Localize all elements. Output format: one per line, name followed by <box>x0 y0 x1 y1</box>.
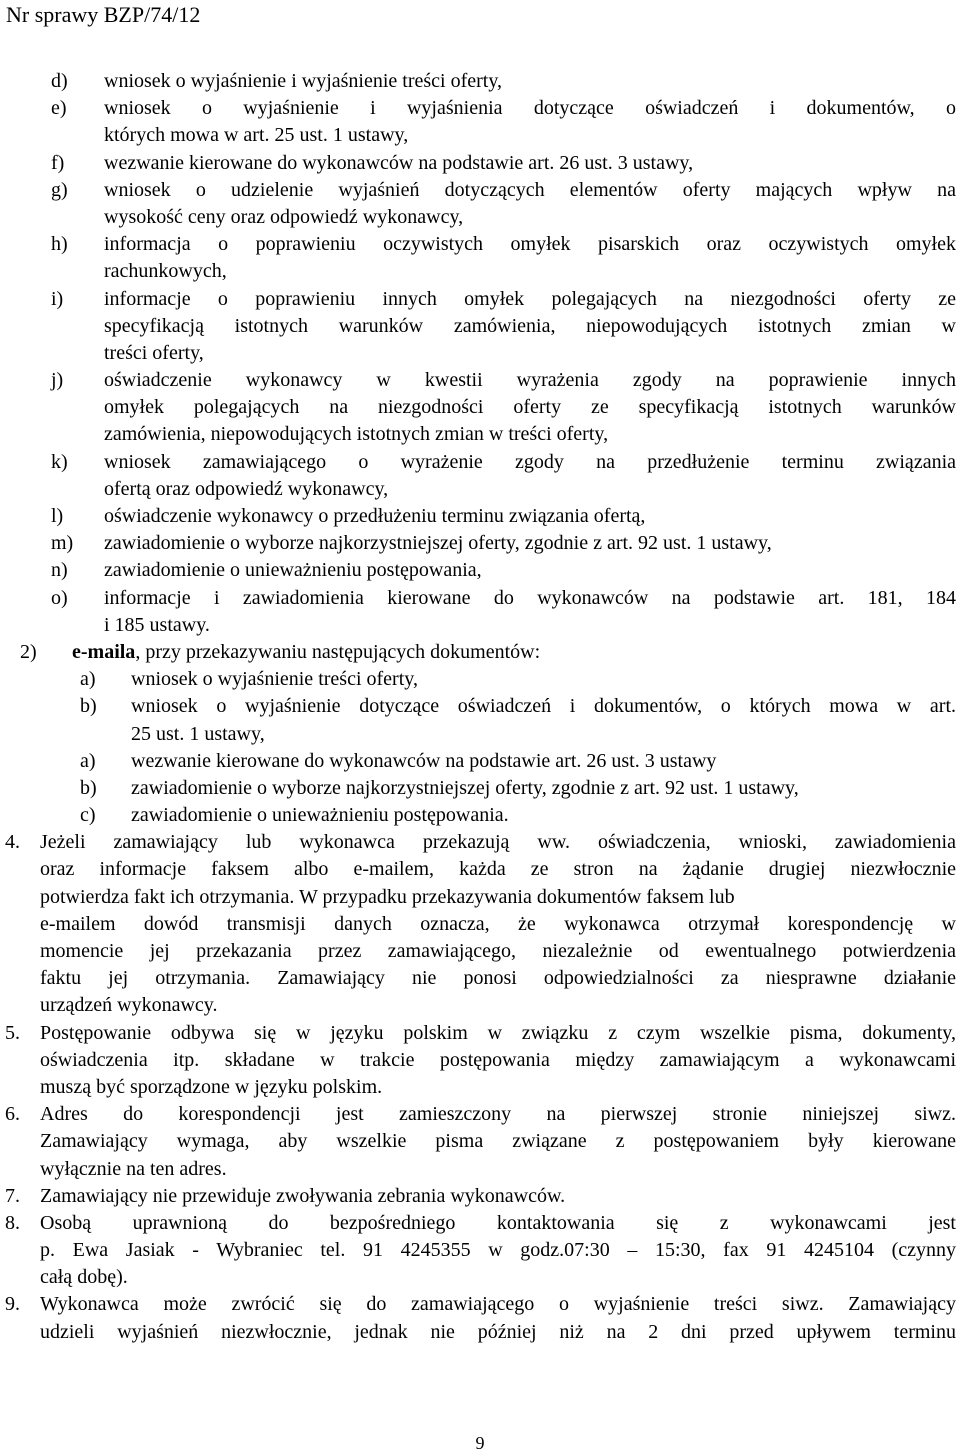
list-text: zawiadomienie o wyborze najkorzystniejszej oferty, zgodnie z art. 92 ust. 1 ustawy, <box>104 532 772 555</box>
paragraph-text: Zamawiający wymaga, aby wszelkie pisma związane z postępowaniem były kierowane <box>40 1130 956 1153</box>
paragraph-text: oraz informacje faksem albo e-mailem, każda ze stron na żądanie drugiej niezwłocznie <box>40 858 956 881</box>
paragraph-number: 5. <box>5 1021 20 1044</box>
section-label: 2) <box>20 640 37 663</box>
list-item-l <box>0 503 960 530</box>
paragraph-7 <box>0 1183 960 1210</box>
paragraph-text: p. Ewa Jasiak - Wybraniec tel. 91 4245355 w godz.07:30 – 15:30, fax 91 4245104 (czynny <box>40 1239 956 1262</box>
list-label: o) <box>51 586 68 609</box>
paragraph-6 <box>0 1101 960 1183</box>
list-text: 25 ust. 1 ustawy, <box>131 722 265 745</box>
paragraph-4 <box>0 829 960 1019</box>
list-text: specyfikacją istotnych warunków zamówienia, niepowodujących istotnych zmian w <box>104 314 956 337</box>
list-text: zawiadomienie o unieważnieniu postępowania, <box>104 559 482 582</box>
list-item-n <box>0 557 960 584</box>
list-item-j <box>0 367 960 449</box>
list-item-k <box>0 449 960 503</box>
list-label: i) <box>51 287 64 310</box>
list-text: wniosek o wyjaśnienie dotyczące oświadczeń i dokumentów, o których mowa w art. <box>131 695 956 718</box>
paragraph-text: oświadczenia itp. składane w trakcie postępowania między zamawiającym a wykonawcami <box>40 1048 956 1071</box>
list-text: wniosek o udzielenie wyjaśnień dotyczących elementów oferty mających wpływ na <box>104 178 956 201</box>
list-text: wezwanie kierowane do wykonawców na podstawie art. 26 ust. 3 ustawy <box>131 749 717 772</box>
paragraph-text: faktu jej otrzymania. Zamawiający nie ponosi odpowiedzialności za niesprawne działanie <box>40 967 956 990</box>
paragraph-number: 4. <box>5 831 20 854</box>
list-label: c) <box>80 804 96 827</box>
paragraph-text: e-mailem dowód transmisji danych oznacza, że wykonawca otrzymał korespondencję w <box>40 912 956 935</box>
paragraph-5 <box>0 1020 960 1102</box>
list-item-i <box>0 286 960 368</box>
list-text: informacje i zawiadomienia kierowane do wykonawców na podstawie art. 181, 184 <box>104 586 956 609</box>
list-text: wniosek o wyjaśnienie i wyjaśnienie treści oferty, <box>104 70 503 92</box>
paragraph-text: Jeżeli zamawiający lub wykonawca przekazują ww. oświadczenia, wnioski, zawiadomienia <box>40 831 956 854</box>
paragraph-text: wyłącznie na ten adres. <box>40 1157 227 1180</box>
paragraph-number: 9. <box>5 1293 20 1316</box>
list-label: e) <box>51 97 67 120</box>
list-text: zamówienia, niepowodujących istotnych zmian w treści oferty, <box>104 423 609 446</box>
list-text: treści oferty, <box>104 341 204 364</box>
list-text: zawiadomienie o unieważnieniu postępowania. <box>131 804 509 827</box>
list-text: zawiadomienie o wyborze najkorzystniejszej oferty, zgodnie z art. 92 ust. 1 ustawy, <box>131 776 799 799</box>
paragraph-text: momencie jej przekazania przez zamawiającego, niezależnie od ewentualnego potwierdzenia <box>40 940 956 962</box>
paragraph-number: 6. <box>5 1103 20 1126</box>
list-item-e <box>0 95 960 149</box>
section-heading <box>72 639 952 666</box>
paragraph-text: udzieli wyjaśnień niezwłocznie, jednak nie później niż na 2 dni przed upływem terminu <box>40 1320 956 1343</box>
list-label: h) <box>51 233 68 256</box>
section-bold-term: e-maila <box>72 640 136 663</box>
list-item-h <box>0 231 960 285</box>
list-item-d <box>0 68 960 95</box>
list-text: omyłek polegających na niezgodności oferty ze specyfikacją istotnych warunków <box>104 396 956 419</box>
list-text: oświadczenie wykonawcy o przedłużeniu terminu związania ofertą, <box>104 505 646 527</box>
paragraph-number: 8. <box>5 1211 20 1234</box>
list-text: rachunkowych, <box>104 260 227 283</box>
paragraph-number: 7. <box>5 1184 20 1207</box>
paragraph-text: Zamawiający nie przewiduje zwoływania zebrania wykonawców. <box>40 1184 566 1207</box>
list-text: i 185 ustawy. <box>104 613 210 636</box>
list-text: oświadczenie wykonawcy w kwestii wyrażenia zgody na poprawienie innych <box>104 369 956 392</box>
paragraph-text: Wykonawca może zwrócić się do zamawiającego o wyjaśnienie treści siwz. Zamawiający <box>40 1293 956 1316</box>
list-text: wysokość ceny oraz odpowiedź wykonawcy, <box>104 205 464 228</box>
paragraph-text: Osobą uprawnioną do bezpośredniego kontaktowania się z wykonawcami jest <box>40 1211 956 1234</box>
paragraph-text: muszą być sporządzone w języku polskim. <box>40 1075 383 1098</box>
paragraph-9 <box>0 1291 960 1345</box>
paragraph-8 <box>0 1210 960 1292</box>
list-label: m) <box>51 532 74 555</box>
list-text: ofertą oraz odpowiedź wykonawcy, <box>104 477 389 500</box>
paragraph-text: Adres do korespondencji jest zamieszczony na pierwszej stronie niniejszej siwz. <box>40 1103 956 1126</box>
list-label: b) <box>80 776 97 799</box>
list-text: wniosek zamawiającego o wyrażenie zgody na przedłużenie terminu związania <box>104 450 956 473</box>
list-label: a) <box>80 749 96 772</box>
paragraph-text: potwierdza fakt ich otrzymania. W przypadku przekazywania dokumentów faksem lub <box>40 885 735 908</box>
list-label: a) <box>80 668 96 691</box>
list-label: d) <box>51 70 68 92</box>
list-text: wezwanie kierowane do wykonawców na podstawie art. 26 ust. 3 ustawy, <box>104 151 694 174</box>
list-item-g <box>0 177 960 231</box>
paragraph-text: całą dobę). <box>40 1266 128 1289</box>
list-text: których mowa w art. 25 ust. 1 ustawy, <box>104 124 409 147</box>
section-heading-rest: , przy przekazywaniu następujących dokumentów: <box>135 640 541 663</box>
list-text: informacja o poprawieniu oczywistych omyłek pisarskich oraz oczywistych omyłek <box>104 233 956 256</box>
document-body <box>0 68 960 1346</box>
section-email <box>0 639 960 829</box>
list-label: k) <box>51 450 68 473</box>
paragraph-text: urządzeń wykonawcy. <box>40 994 218 1017</box>
list-text: informacje o poprawieniu innych omyłek polegających na niezgodności oferty ze <box>104 287 956 310</box>
list-item-f <box>0 150 960 177</box>
list-label: j) <box>51 369 64 392</box>
list-label: l) <box>51 505 64 527</box>
page-number: 9 <box>475 1433 485 1453</box>
list-text: wniosek o wyjaśnienie treści oferty, <box>131 668 418 691</box>
list-label: f) <box>51 151 65 174</box>
paragraph-text: Postępowanie odbywa się w języku polskim w związku z czym wszelkie pisma, dokumenty, <box>40 1021 956 1044</box>
list-item-o <box>0 585 960 639</box>
case-number-header: Nr sprawy BZP/74/12 <box>6 2 201 27</box>
list-label: n) <box>51 559 68 582</box>
list-item-m <box>0 530 960 557</box>
list-label: b) <box>80 695 97 718</box>
list-label: g) <box>51 178 68 201</box>
list-text: wniosek o wyjaśnienie i wyjaśnienia dotyczące oświadczeń i dokumentów, o <box>104 97 956 120</box>
